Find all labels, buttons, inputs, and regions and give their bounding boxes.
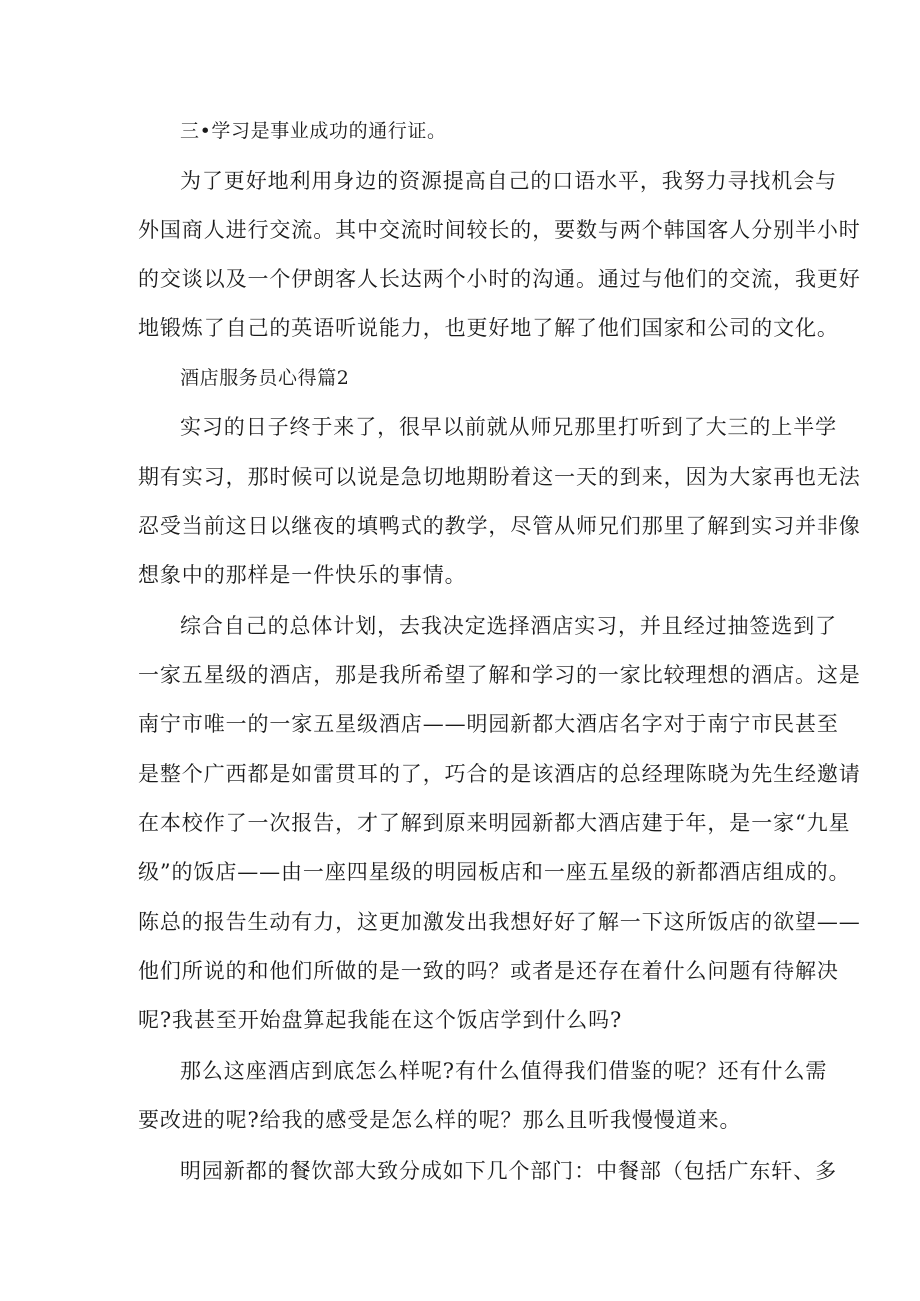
section-title: 酒店服务员心得篇2 xyxy=(180,367,350,389)
paragraph-line: 是整个广西都是如雷贯耳的了，巧合的是该酒店的总经理陈晓为先生经邀请 xyxy=(138,762,861,786)
section-heading-3: 三•学习是事业成功的通行证。 xyxy=(180,120,447,142)
paragraph-line: 他们所说的和他们所做的是一致的吗？或者是还存在着什么问题有待解决 xyxy=(138,959,839,983)
paragraph-line: 级”的饭店——由一座四星级的明园板店和一座五星级的新都酒店组成的。 xyxy=(138,860,851,884)
paragraph-line: 的交谈以及一个伊朗客人长达两个小时的沟通。通过与他们的交流，我更好 xyxy=(138,267,861,291)
paragraph-line: 一家五星级的酒店，那是我所希望了解和学习的一家比较理想的酒店。这是 xyxy=(138,663,861,687)
paragraph-line: 在本校作了一次报告，才了解到原来明园新都大酒店建于年，是一家“九星 xyxy=(138,811,851,835)
paragraph-line: 呢?我甚至开始盘算起我能在这个饭店学到什么吗? xyxy=(138,1008,623,1032)
paragraph-line: 那么这座酒店到底怎么样呢?有什么值得我们借鉴的呢？还有什么需 xyxy=(180,1059,828,1083)
paragraph-line: 南宁市唯一的一家五星级酒店——明园新都大酒店名字对于南宁市民甚至 xyxy=(138,712,839,736)
paragraph-line: 地锻炼了自己的英语听说能力，也更好地了解了他们国家和公司的文化。 xyxy=(138,316,839,340)
paragraph-line: 为了更好地利用身边的资源提高自己的口语水平，我努力寻找机会与 xyxy=(180,169,837,193)
paragraph-line: 综合自己的总体计划，去我决定选择酒店实习，并且经过抽签选到了 xyxy=(180,614,837,638)
paragraph-line: 外国商人进行交流。其中交流时间较长的，要数与两个韩国客人分别半小时 xyxy=(138,218,861,242)
paragraph-line: 忍受当前这日以继夜的填鸭式的教学，尽管从师兄们那里了解到实习并非像 xyxy=(138,514,861,538)
paragraph-line: 想象中的那样是一件快乐的事情。 xyxy=(138,563,467,587)
paragraph-line: 陈总的报告生动有力，这更加激发出我想好好了解一下这所饭店的欲望—— xyxy=(138,910,861,934)
paragraph-line: 要改进的呢?给我的感受是怎么样的呢？那么且听我慢慢道来。 xyxy=(138,1108,742,1132)
paragraph-line: 期有实习，那时候可以说是急切地期盼着这一天的到来，因为大家再也无法 xyxy=(138,465,861,489)
paragraph-line: 实习的日子终于来了，很早以前就从师兄那里打听到了大三的上半学 xyxy=(180,415,837,439)
paragraph-line: 明园新都的餐饮部大致分成如下几个部门：中餐部（包括广东轩、多 xyxy=(180,1159,837,1183)
